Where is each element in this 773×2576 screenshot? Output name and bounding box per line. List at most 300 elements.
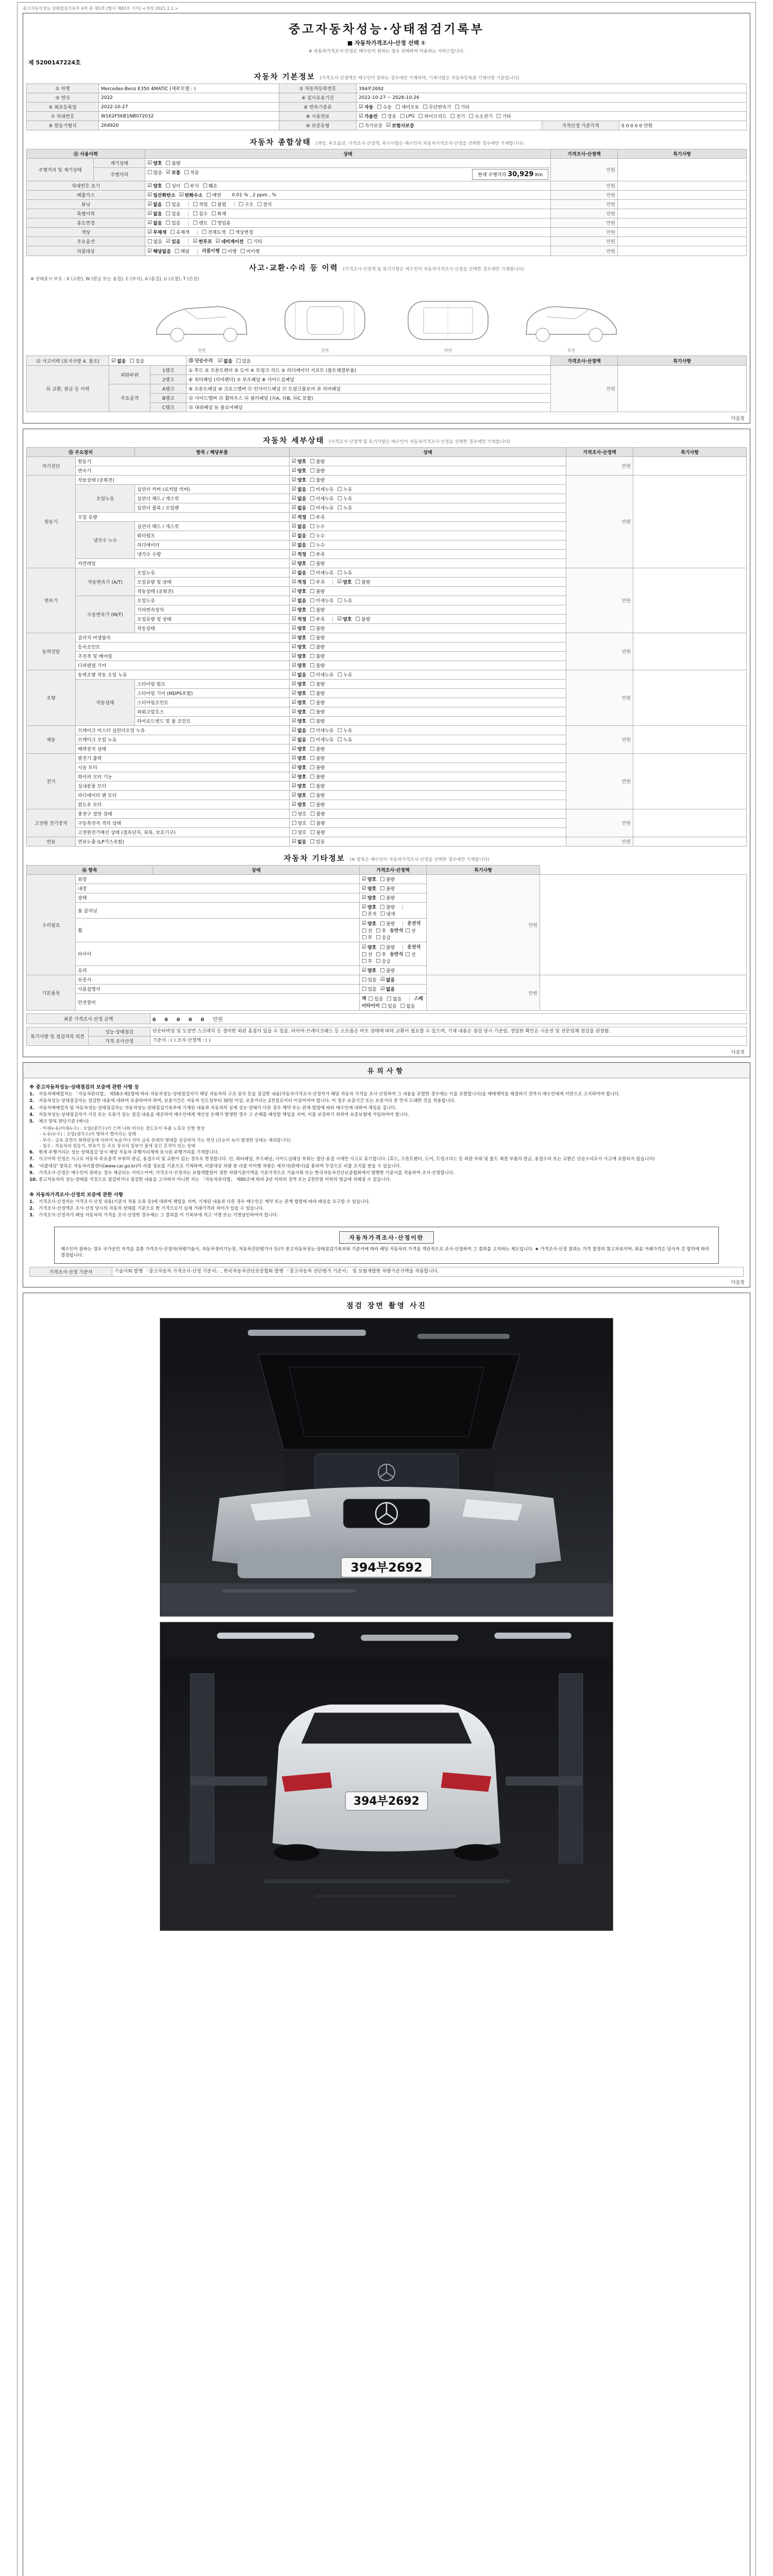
- checkbox-양호[interactable]: ☑ 양호: [292, 607, 307, 613]
- checkbox-icon: □: [380, 968, 385, 973]
- checkbox-LPG[interactable]: □ LPG: [399, 113, 415, 119]
- checkbox-전[interactable]: □ 전: [362, 952, 373, 958]
- checkbox-불량[interactable]: □ 불량: [380, 876, 395, 883]
- checkbox-icon: □: [400, 1003, 406, 1009]
- item-label: 커먼레일: [76, 559, 290, 568]
- checkbox-불량[interactable]: □ 불량: [310, 468, 325, 474]
- item-label: 디퍼렌셜 기어: [76, 661, 290, 670]
- checkbox-있음[interactable]: □ 있음: [381, 1003, 397, 1009]
- remark-cell: [618, 191, 747, 200]
- checkbox-부족[interactable]: □ 부족: [310, 551, 325, 557]
- notice-subitem: - 누유(누수) : 오일(냉각수)이 맺혀서 떨어지는 상태: [40, 1131, 136, 1137]
- checkbox-icon: □: [310, 765, 315, 770]
- state-cell: [290, 772, 566, 782]
- checkbox-없음[interactable]: ☑ 없음: [292, 598, 307, 604]
- checkbox-누수[interactable]: □ 누수: [310, 523, 325, 530]
- notice-item: [29, 1091, 744, 1097]
- checkbox-탄화수소[interactable]: ☑ 탄화수소: [179, 192, 203, 198]
- checkbox-가솔린[interactable]: ☑ 가솔린: [359, 113, 378, 120]
- checkbox-icon: ☑: [292, 514, 296, 520]
- checkbox-불량[interactable]: □ 불량: [310, 811, 325, 817]
- checkbox-icon: ☑: [292, 746, 296, 752]
- checkbox-응급[interactable]: □ 응급: [376, 958, 391, 964]
- next-page-label[interactable]: 다음장: [731, 416, 745, 421]
- item-label: 오일유량 및 상태: [135, 578, 290, 587]
- field-value: 2022: [99, 93, 279, 103]
- state-cell: [145, 181, 551, 191]
- field-value: 264920: [99, 121, 279, 130]
- checkbox-icon: ☑: [292, 783, 296, 789]
- checkbox-양호[interactable]: □ 양호: [292, 820, 307, 826]
- checkbox-세미오토[interactable]: □ 세미오토: [395, 104, 419, 110]
- checkbox-양호[interactable]: ☑ 양호: [292, 561, 307, 567]
- checkbox-누수[interactable]: □ 누수: [310, 542, 325, 548]
- notice-item-text: 사고이력 인정은 사고로 자동차 주요골격 부위의 판금, 용접수리 및 교환이 있는 경우로 한정합니다. 단, 쿼터패널, 루프패널, 사이드실패널 부위는 절단·용접 시에만 사고로 표기합니다. (후드, 프론트펜더, 도어, 트렁크리드 등 외판 부위 및 볼트 체결 부품의 판금, 용접수리 또는 교환은 단순수리로서 사고에 포함되지 않습니다): [39, 1157, 655, 1162]
- checkbox-영업용[interactable]: □ 영업용: [211, 220, 231, 226]
- checkbox-icon: □: [337, 486, 343, 492]
- checkbox-기타[interactable]: □ 기타: [455, 104, 470, 110]
- checkbox-장치[interactable]: □ 장치: [257, 201, 272, 208]
- checkbox-없음[interactable]: ☑ 없음: [292, 839, 307, 845]
- item-label: 추진축 및 베어링: [76, 652, 290, 661]
- checkbox-없음[interactable]: ☑ 없음: [147, 201, 162, 208]
- checkbox-후[interactable]: □ 후: [362, 935, 373, 941]
- checkbox-불량[interactable]: □ 불량: [380, 895, 395, 901]
- checkbox-불량[interactable]: □ 불량: [355, 616, 371, 622]
- checkbox-양호[interactable]: ☑ 양호: [147, 160, 162, 166]
- checkbox-없음[interactable]: ☑ 없음: [292, 570, 307, 576]
- checkbox-누유[interactable]: □ 누유: [337, 737, 352, 743]
- checkbox-icon: □: [310, 774, 315, 779]
- checkbox-양호[interactable]: ☑ 양호: [292, 792, 307, 799]
- checkbox-있음[interactable]: □ 있음: [362, 986, 377, 992]
- checkbox-없음[interactable]: ☑ 없음: [380, 977, 395, 983]
- column-header: 특기사항: [427, 866, 540, 875]
- checkbox-불량[interactable]: □ 불량: [165, 160, 181, 166]
- checkbox-일산화탄소[interactable]: ☑ 일산화탄소: [147, 192, 176, 198]
- checkbox-훼손[interactable]: □ 훼손: [203, 183, 217, 189]
- checkbox-icon: ☑: [362, 886, 366, 891]
- checkbox-불량[interactable]: □ 불량: [310, 820, 325, 826]
- checkbox-불량[interactable]: □ 불량: [310, 625, 325, 632]
- checkbox-양호[interactable]: ☑ 양호: [292, 690, 307, 697]
- rank-items: ⑫ 사이드멤버 ⑬ 휠하우스 ⑭ 필러패널 (⑭A, ⑭B, ⑭C 포함): [187, 394, 551, 403]
- checkbox-없음[interactable]: □ 없음: [386, 996, 402, 1002]
- checkbox-불량[interactable]: □ 불량: [310, 653, 325, 659]
- checkbox-불량[interactable]: □ 불량: [310, 681, 325, 687]
- checkbox-불량[interactable]: □ 불량: [310, 802, 325, 808]
- checkbox-양호[interactable]: ☑ 양호: [362, 968, 377, 974]
- car-diagram-caption: 상면: [321, 348, 329, 353]
- checkbox-냄새[interactable]: □ 냄새: [380, 911, 395, 917]
- option-group-label: 동반석: [390, 928, 404, 934]
- checkbox-많음[interactable]: □ 많음: [147, 170, 162, 176]
- checkbox-누유[interactable]: □ 누유: [337, 672, 352, 678]
- checkbox-없음[interactable]: ☑ 없음: [111, 358, 126, 364]
- checkbox-있음[interactable]: □ 있음: [165, 220, 181, 226]
- checkbox-없음[interactable]: ☑ 없음: [147, 211, 162, 217]
- checkbox-자가보증[interactable]: □ 자가보증: [359, 123, 383, 129]
- checkbox-양호[interactable]: ☑ 양호: [292, 477, 307, 483]
- checkbox-불량[interactable]: □ 불량: [380, 886, 395, 892]
- checkbox-미세누유[interactable]: □ 미세누유: [310, 672, 334, 678]
- checkbox-흔적[interactable]: □ 흔적: [362, 911, 377, 917]
- checkbox-부족[interactable]: □ 부족: [310, 514, 325, 520]
- checkbox-없음[interactable]: ☑ 없음: [380, 986, 395, 992]
- checkbox-누유[interactable]: □ 누유: [337, 486, 352, 493]
- final-price-table: [26, 1013, 747, 1024]
- svg-text:394부2692: 394부2692: [350, 1560, 423, 1575]
- state-cell: [360, 966, 427, 975]
- checkbox-해당없음[interactable]: ☑ 해당없음: [147, 248, 171, 255]
- checkbox-양호[interactable]: ☑ 양호: [362, 904, 377, 910]
- checkbox-적정[interactable]: ☑ 적정: [292, 551, 307, 557]
- checkbox-불량[interactable]: □ 불량: [310, 700, 325, 706]
- checkbox-유채색[interactable]: □ 유채색: [170, 229, 190, 235]
- checkbox-불량[interactable]: □ 불량: [310, 765, 325, 771]
- checkbox-양호[interactable]: □ 양호: [292, 811, 307, 817]
- checkbox-없음[interactable]: ☑ 없음: [292, 505, 307, 511]
- checkbox-부족[interactable]: □ 부족: [310, 616, 325, 622]
- checkbox-icon: □: [310, 607, 315, 613]
- item-label: 타이어: [76, 942, 360, 966]
- table-row: [27, 837, 747, 846]
- checkbox-icon: □: [310, 635, 315, 640]
- checkbox-누유[interactable]: □ 누유: [337, 727, 352, 734]
- checkbox-누유[interactable]: □ 누유: [337, 496, 352, 502]
- checkbox-양호[interactable]: ☑ 양호: [292, 774, 307, 780]
- checkbox-불량[interactable]: □ 불량: [310, 709, 325, 715]
- checkbox-양호[interactable]: ☑ 양호: [337, 616, 352, 622]
- state-cell: [290, 605, 566, 615]
- checkbox-보통[interactable]: ☑ 보통: [165, 170, 181, 176]
- table-row: [27, 84, 747, 93]
- field-label: ⑧ 사용연료: [279, 112, 357, 121]
- checkbox-있음[interactable]: □ 있음: [165, 201, 181, 208]
- checkbox-없음[interactable]: ☑ 없음: [292, 496, 307, 502]
- checkbox-미세누유[interactable]: □ 미세누유: [310, 505, 334, 511]
- checkbox-양호[interactable]: □ 양호: [292, 829, 307, 836]
- state-cell: [290, 503, 566, 513]
- notice-item: [29, 1199, 744, 1205]
- notice-item-text: 가격조사·산정자가 해당 자동차의 가격을 조사·산정한 경우에는 그 결과를 이 기록부에 적고 서명 또는 기명날인하여야 합니다.: [39, 1213, 278, 1218]
- checkbox-icon: ☑: [362, 876, 366, 882]
- checkbox-icon: □: [310, 588, 315, 594]
- checkbox-icon: □: [236, 358, 241, 364]
- checkbox-후[interactable]: □ 후: [362, 958, 373, 964]
- checkbox-수소전기[interactable]: □ 수소전기: [468, 113, 493, 120]
- checkbox-응급[interactable]: □ 응급: [376, 935, 391, 941]
- checkbox-양호[interactable]: ☑ 양호: [337, 579, 352, 585]
- checkbox-구조[interactable]: □ 구조: [238, 201, 254, 208]
- accident-history-section: [26, 259, 747, 412]
- checkbox-미이행[interactable]: □ 미이행: [240, 248, 260, 255]
- current-mileage-value: 30,929: [508, 171, 534, 178]
- checkbox-적법[interactable]: □ 적법: [193, 201, 208, 208]
- checkbox-불량[interactable]: □ 불량: [310, 607, 325, 613]
- checkbox-icon: □: [184, 183, 189, 189]
- checkbox-불량[interactable]: □ 불량: [310, 755, 325, 761]
- state-cell: [290, 800, 566, 809]
- checkbox-icon: ☑: [147, 160, 152, 166]
- item-label: 실린더 헤드 / 개스킷: [135, 494, 290, 503]
- checkbox-불량[interactable]: □ 불량: [310, 829, 325, 836]
- checkbox-화재[interactable]: □ 화재: [211, 211, 226, 217]
- state-cell: [360, 919, 427, 942]
- document-header: [26, 15, 747, 55]
- checkbox-불량[interactable]: □ 불량: [310, 792, 325, 799]
- checkbox-icon: □: [377, 104, 382, 110]
- checkbox-불량[interactable]: □ 불량: [380, 968, 395, 974]
- checkbox-icon: □: [310, 663, 315, 668]
- checkbox-불량[interactable]: □ 불량: [310, 588, 325, 595]
- table-row: [27, 366, 747, 375]
- device-label: 자기진단: [27, 457, 76, 476]
- notice-item-number: 5.: [29, 1119, 35, 1125]
- checkbox-불량[interactable]: □ 불량: [310, 663, 325, 669]
- checkbox-기타[interactable]: □ 기타: [496, 113, 511, 120]
- state-cell: [290, 457, 566, 466]
- checkbox-침수[interactable]: □ 침수: [193, 211, 208, 217]
- state-cell: [290, 494, 566, 503]
- checkbox-불량[interactable]: □ 불량: [310, 644, 325, 650]
- checkbox-icon: ☑: [380, 977, 385, 982]
- checkbox-부식[interactable]: □ 부식: [184, 183, 199, 189]
- page-meta-strip: 중고자동차성능·상태점검기록부 4쪽 중 제1쪽 (별지 제82호 서식) <개정 2021.1.1.>: [23, 6, 178, 11]
- checkbox-불량[interactable]: □ 불량: [310, 459, 325, 465]
- checkbox-양호[interactable]: ☑ 양호: [147, 183, 162, 189]
- price-cell: 만원: [566, 809, 633, 837]
- field-label: ③ 연식: [27, 93, 99, 103]
- final-price-value: 0 0 0 0 0 만원: [150, 1014, 747, 1024]
- checkbox-icon: □: [310, 459, 315, 464]
- checkbox-불량[interactable]: □ 불량: [310, 746, 325, 752]
- checkbox-없음[interactable]: ☑ 없음: [292, 523, 307, 530]
- checkbox-썬루프[interactable]: ☑ 썬루프: [193, 239, 212, 245]
- checkbox-양호[interactable]: ☑ 양호: [292, 681, 307, 687]
- table-row: [27, 726, 747, 735]
- device-label: 제동: [27, 726, 76, 754]
- checkbox-icon: ☑: [292, 533, 296, 538]
- checkbox-없음[interactable]: ☑ 없음: [217, 358, 233, 364]
- price-cell: 만원: [551, 209, 618, 218]
- checkbox-양호[interactable]: ☑ 양호: [292, 625, 307, 632]
- checkbox-색상변경[interactable]: □ 색상변경: [229, 229, 254, 235]
- checkbox-불량[interactable]: □ 불량: [310, 690, 325, 697]
- checkbox-없음[interactable]: ☑ 없음: [292, 727, 307, 734]
- remark-cell: [633, 670, 747, 726]
- checkbox-보험사보증[interactable]: ☑ 보험사보증: [386, 123, 414, 129]
- checkbox-양호[interactable]: ☑ 양호: [292, 746, 307, 752]
- checkbox-icon: □: [247, 239, 253, 244]
- checkbox-이행[interactable]: □ 이행: [222, 248, 237, 255]
- table-row: [27, 457, 747, 466]
- checkbox-양호[interactable]: ☑ 양호: [292, 635, 307, 641]
- checkbox-무채색[interactable]: ☑ 무채색: [147, 229, 167, 235]
- checkbox-없음[interactable]: ☑ 없음: [292, 737, 307, 743]
- checkbox-양호[interactable]: ☑ 양호: [292, 718, 307, 724]
- checkbox-불량[interactable]: □ 불량: [310, 635, 325, 641]
- checkbox-icon: □: [376, 952, 381, 957]
- field-sublabel: 계기상태: [94, 159, 145, 168]
- checkbox-없음[interactable]: □ 없음: [147, 239, 162, 245]
- overall-condition-table: [26, 149, 747, 256]
- checkbox-있음[interactable]: □ 있음: [310, 839, 325, 845]
- checkbox-적정[interactable]: ☑ 적정: [292, 514, 307, 520]
- checkbox-없음[interactable]: ☑ 없음: [292, 542, 307, 548]
- checkbox-양호[interactable]: ☑ 양호: [362, 886, 377, 892]
- notice-item-text: 가격조사·산정액은 조사·산정 당시의 자동차 상태를 기준으로 한 가격으로서 실제 거래가격과 차이가 있을 수 있습니다.: [39, 1206, 264, 1211]
- state-cell: [360, 942, 427, 966]
- state-cell: [290, 633, 566, 642]
- item-label: 오일유량 및 상태: [135, 615, 290, 624]
- checkbox-해당[interactable]: □ 해당: [174, 248, 190, 255]
- checkbox-수동[interactable]: □ 수동: [377, 104, 392, 110]
- checkbox-없음[interactable]: ☑ 없음: [292, 486, 307, 493]
- checkbox-전[interactable]: □ 전: [405, 928, 416, 934]
- checkbox-무단변속기[interactable]: □ 무단변속기: [423, 104, 451, 110]
- checkbox-불량[interactable]: □ 불량: [355, 579, 371, 585]
- next-page-label[interactable]: 다음장: [731, 1050, 745, 1055]
- checkbox-양호[interactable]: ☑ 양호: [362, 895, 377, 901]
- checkbox-icon: □: [355, 616, 361, 622]
- table-row: [27, 228, 747, 237]
- checkbox-후[interactable]: □ 후: [376, 928, 386, 934]
- checkbox-전[interactable]: □ 전: [405, 952, 416, 958]
- checkbox-양호[interactable]: ☑ 양호: [292, 783, 307, 789]
- checkbox-icon: □: [238, 201, 244, 207]
- checkbox-누유[interactable]: □ 누유: [337, 570, 352, 576]
- checkbox-상이[interactable]: □ 상이: [165, 183, 181, 189]
- notice-item-text: 중고자동차의 성능·상태를 거짓으로 점검하거나 점검한 내용을 고지하지 아니한 자는 「자동차관리법」 제80조에 따라 2년 이하의 징역 또는 2천만원 이하의 벌금에 처해질 수 있습니다.: [39, 1177, 391, 1183]
- checkbox-icon: ☑: [292, 468, 296, 473]
- checkbox-불량[interactable]: □ 불량: [380, 904, 395, 910]
- notice-item: [29, 1170, 744, 1176]
- checkbox-하이브리드[interactable]: □ 하이브리드: [418, 113, 447, 120]
- checkbox-누수[interactable]: □ 누수: [310, 533, 325, 539]
- checkbox-없음[interactable]: □ 없음: [400, 1003, 415, 1009]
- checkbox-icon: □: [147, 170, 153, 175]
- checkbox-양호[interactable]: ☑ 양호: [292, 468, 307, 474]
- state-cell: [145, 191, 551, 200]
- checkbox-양호[interactable]: ☑ 양호: [292, 802, 307, 808]
- checkbox-전[interactable]: □ 전: [362, 928, 373, 934]
- checkbox-불량[interactable]: □ 불량: [310, 774, 325, 780]
- checkbox-양호[interactable]: ☑ 양호: [292, 588, 307, 595]
- checkbox-미세누유[interactable]: □ 미세누유: [310, 598, 334, 604]
- item-label: 외장: [76, 875, 360, 884]
- remark-cell: [618, 209, 747, 218]
- checkbox-적음[interactable]: □ 적음: [184, 170, 199, 176]
- state-cell: [290, 837, 566, 846]
- next-page-label[interactable]: 다음장: [731, 1280, 745, 1285]
- checkbox-매연[interactable]: □ 매연: [206, 192, 222, 198]
- checkbox-없음[interactable]: ☑ 없음: [147, 220, 162, 226]
- checkbox-있음[interactable]: ☑ 있음: [165, 239, 181, 245]
- column-header: ⑯ 항목: [27, 866, 153, 875]
- checkbox-자동[interactable]: ☑ 자동: [359, 104, 374, 110]
- checkbox-불량[interactable]: □ 불량: [310, 477, 325, 483]
- checkbox-양호[interactable]: ☑ 양호: [362, 921, 377, 927]
- checkbox-네비게이션[interactable]: ☑ 네비게이션: [215, 239, 244, 245]
- checkbox-후[interactable]: □ 후: [376, 952, 386, 958]
- checkbox-있음[interactable]: □ 있음: [129, 358, 145, 364]
- checkbox-icon: □: [165, 183, 171, 189]
- checkbox-양호[interactable]: ☑ 양호: [362, 876, 377, 883]
- checkbox-있음[interactable]: □ 있음: [236, 358, 251, 364]
- checkbox-렌트[interactable]: □ 렌트: [193, 220, 208, 226]
- checkbox-양호[interactable]: ☑ 양호: [362, 944, 377, 951]
- checkbox-양호[interactable]: ☑ 양호: [292, 709, 307, 715]
- checkbox-누유[interactable]: □ 누유: [337, 598, 352, 604]
- field-label: 특별이력: [27, 209, 145, 218]
- table-row: [27, 754, 747, 763]
- basic-info-section: [26, 67, 747, 130]
- checkbox-icon: ☑: [292, 561, 296, 566]
- checkbox-양호[interactable]: ☑ 양호: [292, 459, 307, 465]
- checkbox-불량[interactable]: □ 불량: [380, 944, 395, 951]
- checkbox-icon: ☑: [217, 358, 223, 364]
- field-label: 튜닝: [27, 200, 145, 209]
- checkbox-불량[interactable]: □ 불량: [310, 783, 325, 789]
- checkbox-icon: ☑: [147, 211, 152, 216]
- notice-item: [29, 1112, 744, 1118]
- column-header: 특기사항: [618, 149, 747, 159]
- item-label: 유리: [76, 966, 360, 975]
- checkbox-부족[interactable]: □ 부족: [310, 579, 325, 585]
- column-header: 가격조사·산정액: [360, 866, 427, 875]
- checkbox-icon: □: [310, 486, 315, 492]
- checkbox-있음[interactable]: □ 있음: [368, 996, 383, 1002]
- checkbox-있음[interactable]: □ 있음: [165, 211, 181, 217]
- price-appraisal-box-text: 매수인이 원하는 경우 국가공인 자격을 갖춘 가격조사·산정자(차량기술사, 자동차정비기능장, 자동차진단평가사 등)가 중고자동차성능·상태점검기록부와 기준서에 따라 해당 자동차의 가격을 객관적으로 조사·산정하여 그 결과를 고지하는 제도입니다. ★ 가격조사·산정 결과는 가격 결정의 참고자료이며, 최종 거래가격은 당사자 간 합의에 따라 결정됩니다.: [61, 1246, 710, 1259]
- sub-label: 냉각수 누수: [76, 522, 135, 559]
- checkbox-불량[interactable]: □ 불량: [380, 921, 395, 927]
- checkbox-icon: □: [310, 820, 315, 826]
- checkbox-양호[interactable]: ☑ 양호: [292, 700, 307, 706]
- checkbox-전체도색[interactable]: □ 전체도색: [201, 229, 226, 235]
- notice-item: [29, 1163, 744, 1170]
- checkbox-불량[interactable]: □ 불량: [310, 718, 325, 724]
- checkbox-없음[interactable]: ☑ 없음: [292, 672, 307, 678]
- section-note: (가격조사·산정액 및 특기사항은 매수인이 자동차가격조사·산정을 선택한 경우에만 기재합니다): [329, 439, 510, 445]
- checkbox-icon: ☑: [292, 792, 296, 798]
- checkbox-없음[interactable]: ☑ 없음: [292, 533, 307, 539]
- checkbox-미세누유[interactable]: □ 미세누유: [310, 496, 334, 502]
- field-label: 용도변경: [27, 218, 145, 228]
- checkbox-불법[interactable]: □ 불법: [211, 201, 226, 208]
- current-mileage-box: 현재 주행거리 30,929 Km: [472, 169, 548, 180]
- checkbox-미세누유[interactable]: □ 미세누유: [310, 727, 334, 734]
- checkbox-양호[interactable]: ☑ 양호: [292, 653, 307, 659]
- checkbox-기타[interactable]: □ 기타: [247, 239, 262, 245]
- checkbox-양호[interactable]: ☑ 양호: [292, 644, 307, 650]
- checkbox-적정[interactable]: ☑ 적정: [292, 616, 307, 622]
- checkbox-양호[interactable]: ☑ 양호: [292, 765, 307, 771]
- checkbox-전기[interactable]: □ 전기: [450, 113, 465, 120]
- checkbox-경유[interactable]: □ 경유: [381, 113, 396, 120]
- checkbox-불량[interactable]: □ 불량: [310, 561, 325, 567]
- checkbox-있음[interactable]: □ 있음: [362, 977, 377, 983]
- notice-item-number: 3.: [29, 1105, 35, 1111]
- checkbox-양호[interactable]: ☑ 양호: [292, 663, 307, 669]
- checkbox-양호[interactable]: ☑ 양호: [292, 755, 307, 761]
- checkbox-미세누유[interactable]: □ 미세누유: [310, 570, 334, 576]
- checkbox-적정[interactable]: ☑ 적정: [292, 579, 307, 585]
- checkbox-누유[interactable]: □ 누유: [337, 505, 352, 511]
- checkbox-미세누유[interactable]: □ 미세누유: [310, 486, 334, 493]
- checkbox-미세누유[interactable]: □ 미세누유: [310, 737, 334, 743]
